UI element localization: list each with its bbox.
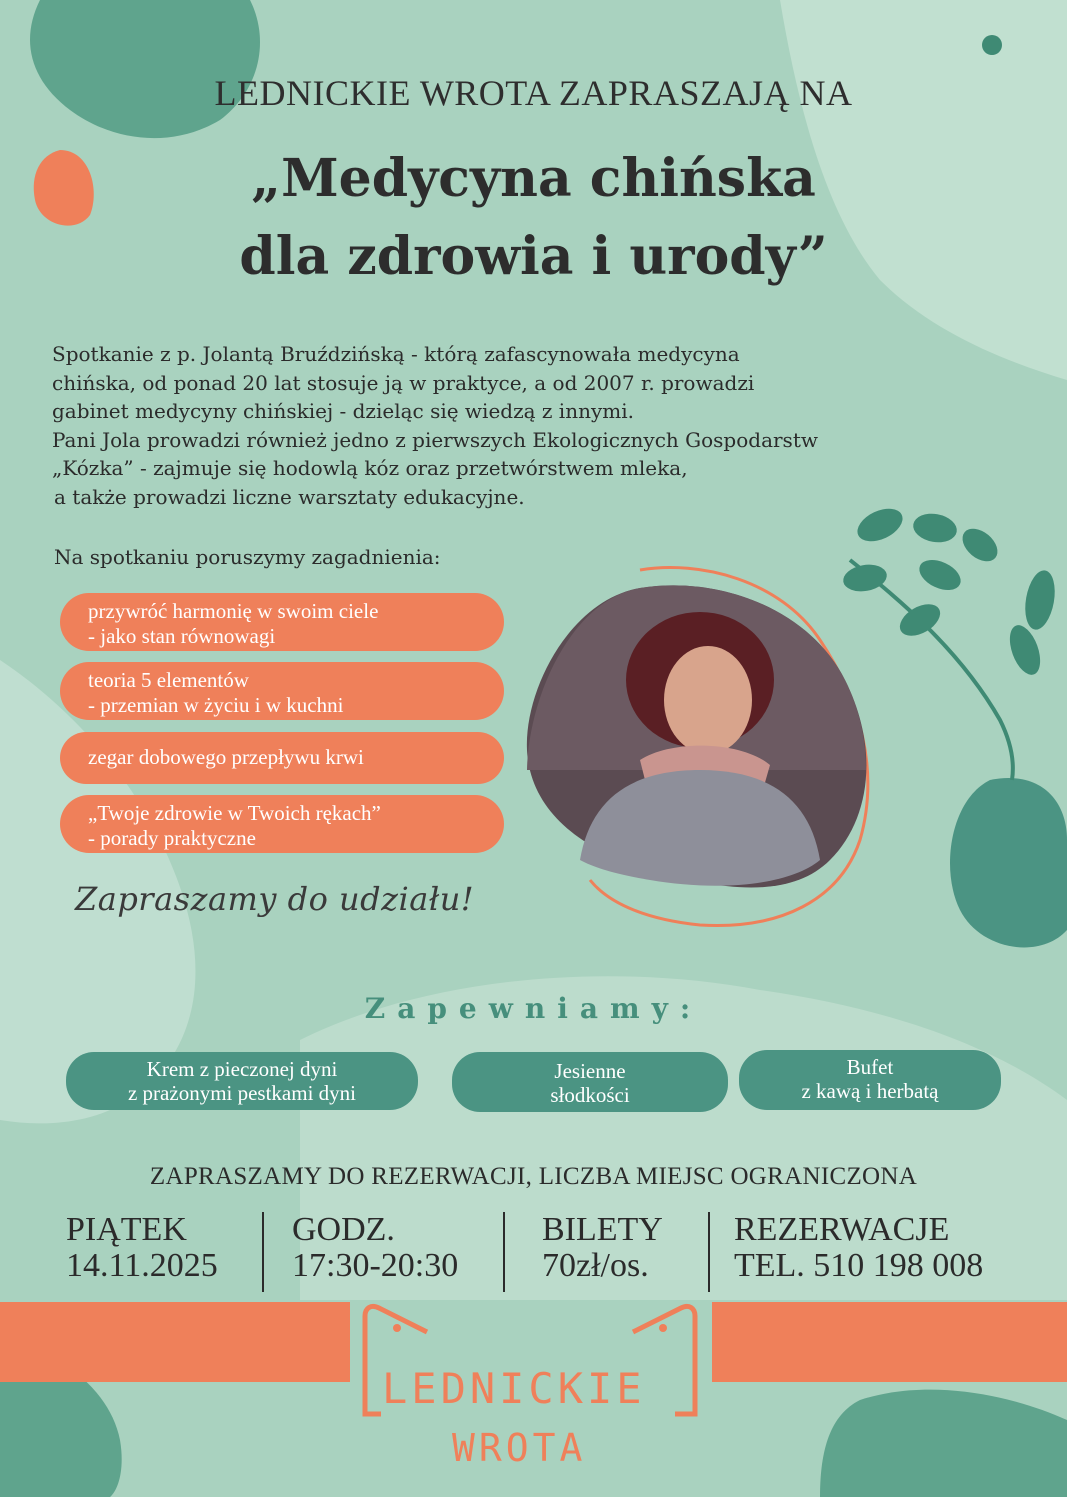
topic-line: - jako stan równowagi	[88, 624, 276, 648]
event-pretitle: LEDNICKIE WROTA ZAPRASZAJĄ NA	[214, 73, 853, 113]
intro-line: Spotkanie z p. Jolantą Bruździńską - którą zafascynowała medycyna	[52, 342, 740, 366]
topics-heading: Na spotkaniu poruszymy zagadnienia:	[54, 545, 441, 569]
topic-line: - przemian w życiu i w kuchni	[88, 693, 344, 717]
offer-line: z kawą i herbatą	[801, 1079, 939, 1103]
topic-pill	[60, 662, 504, 720]
topic-line: przywróć harmonię w swoim ciele	[88, 599, 379, 623]
tickets-label: BILETY	[542, 1211, 663, 1248]
offer-pill	[66, 1052, 418, 1110]
info-divider	[262, 1212, 264, 1292]
offer-line: Bufet	[846, 1055, 894, 1079]
phone-value: TEL. 510 198 008	[734, 1247, 984, 1284]
intro-text	[52, 340, 1012, 511]
day-label: PIĄTEK	[66, 1211, 187, 1248]
intro-line: a także prowadzi liczne warsztaty edukacyjne.	[54, 484, 525, 509]
time-label: GODZ.	[292, 1211, 395, 1248]
intro-line: gabinet medycyny chińskiej - dzieląc się wiedzą z innymi.	[52, 399, 634, 423]
offer-line: Jesienne	[554, 1059, 626, 1083]
date-value: 14.11.2025	[66, 1247, 218, 1284]
info-divider	[503, 1212, 505, 1292]
info-time	[292, 1212, 458, 1284]
intro-line: Pani Jola prowadzi również jedno z pierwszych Ekologicznych Gospodarstw	[52, 427, 818, 452]
info-date	[66, 1212, 218, 1284]
offer-pill	[452, 1052, 728, 1112]
topic-line: - porady praktyczne	[88, 826, 256, 850]
topic-line: „Twoje zdrowie w Twoich rękach”	[88, 801, 381, 825]
price-value: 70zł/os.	[542, 1247, 649, 1284]
offer-line: z prażonymi pestkami dyni	[127, 1081, 357, 1105]
info-contact	[734, 1212, 983, 1284]
reservation-heading: ZAPRASZAMY DO REZERWACJI, LICZBA MIEJSC OGRANICZONA	[149, 1163, 918, 1190]
topic-line: teoria 5 elementów	[88, 668, 249, 692]
offer-pill	[739, 1050, 1001, 1110]
info-tickets	[542, 1212, 663, 1284]
portrait-face	[664, 646, 752, 754]
topic-line: zegar dobowego przepływu krwi	[88, 745, 364, 769]
topic-pill	[60, 795, 504, 853]
logo-line-1: LEDNICKIE	[382, 1364, 646, 1413]
info-divider	[708, 1212, 710, 1292]
topic-pill	[60, 593, 504, 651]
event-title	[0, 140, 1067, 296]
topic-pill	[60, 732, 504, 784]
intro-line: chińska, od ponad 20 lat stosuje ją w praktyce, a od 2007 r. prowadzi	[52, 370, 755, 395]
title-line-2: dla zdrowia i urody”	[239, 226, 828, 287]
logo-line-2: WROTA	[452, 1426, 587, 1470]
intro-line: „Kózka” - zajmuje się hodowlą kóz oraz przetwórstwem mleka,	[52, 456, 688, 480]
footer-band-left	[0, 1302, 350, 1382]
title-line-1: „Medycyna chińska	[251, 148, 816, 209]
time-value: 17:30-20:30	[292, 1247, 459, 1284]
invite-text: Zapraszamy do udziału!	[75, 880, 475, 918]
offer-line: Krem z pieczonej dyni	[146, 1057, 338, 1081]
footer-band-right	[712, 1302, 1067, 1382]
dot-top-right	[982, 35, 1002, 55]
contact-label: REZERWACJE	[734, 1211, 950, 1248]
assurance-heading: Zapewniamy:	[364, 992, 703, 1025]
offer-line: słodkości	[550, 1083, 630, 1107]
